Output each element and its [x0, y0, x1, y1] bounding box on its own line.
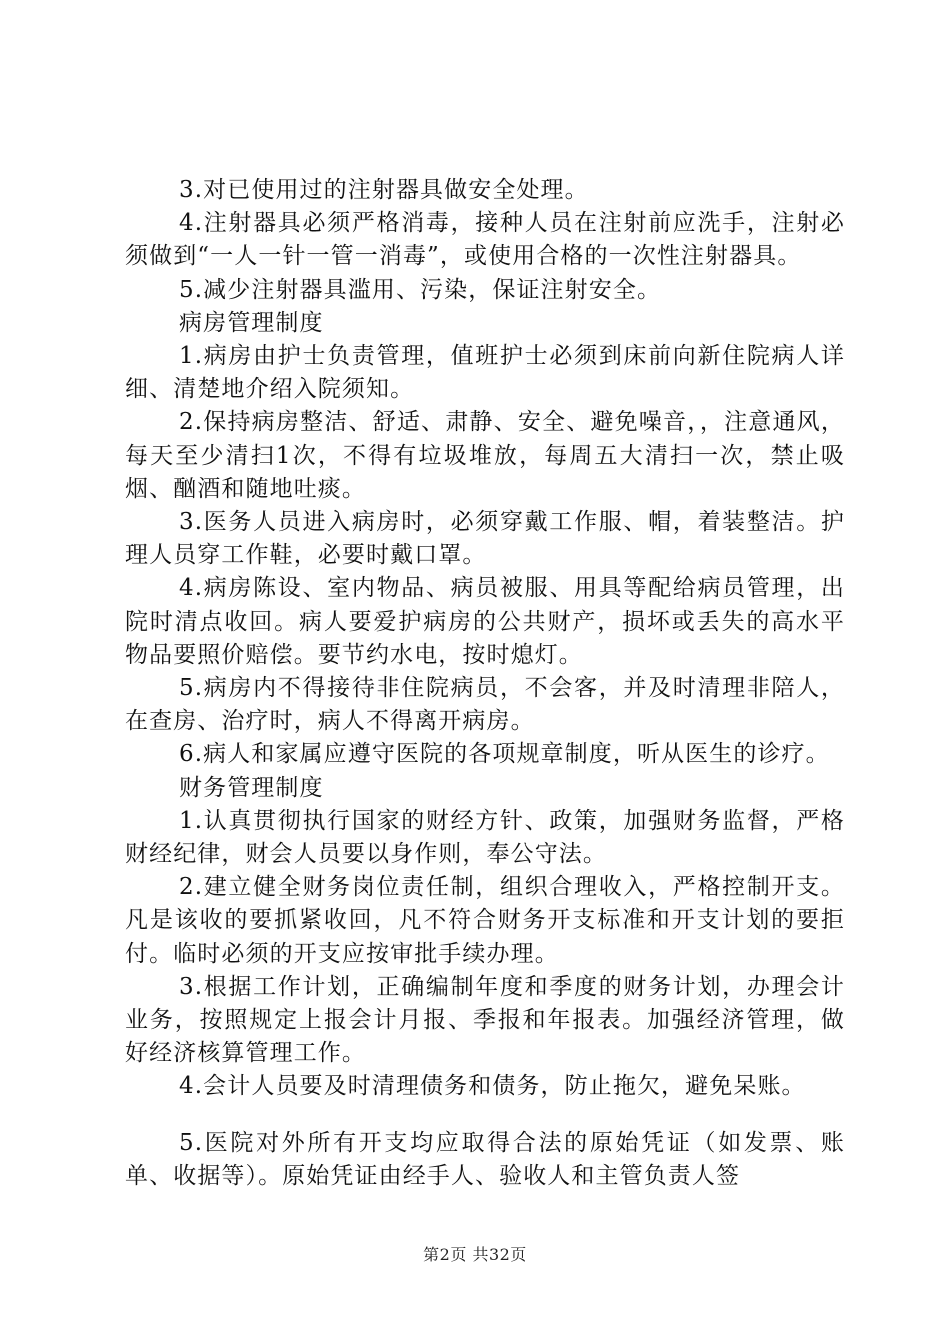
section-heading-finance-management: 财务管理制度 — [179, 774, 324, 801]
paragraph-item-finance-1: 1.认真贯彻执行国家的财经方针、政策，加强财务监督，严格财经纪律，财会人员要以身作则，奉公守法。 — [125, 807, 845, 868]
paragraph-item-ward-5: 5.病房内不得接待非住院病员，不会客，并及时清理非陪人，在查房、治疗时，病人不得离开病房。 — [125, 675, 845, 735]
paragraph-item-finance-5: 5.医院对外所有开支均应取得合法的原始凭证（如发票、账单、收据等）。原始凭证由经手人、验收人和主管负责人签 — [125, 1129, 845, 1189]
section-heading-ward-management: 病房管理制度 — [179, 309, 324, 336]
paragraph-item-finance-4: 4.会计人员要及时清理债务和债务，防止拖欠，避免呆账。 — [179, 1073, 806, 1100]
paragraph-item-ward-1: 1.病房由护士负责管理，值班护士必须到床前向新住院病人详细、清楚地介绍入院须知。 — [125, 343, 845, 403]
paragraph-item-finance-3: 3.根据工作计划，正确编制年度和季度的财务计划，办理会计业务，按照规定上报会计月报、季报和年报表。加强经济管理，做好经济核算管理工作。 — [125, 973, 845, 1067]
page-number-footer: 第2页 共32页 — [423, 1245, 527, 1264]
document-body — [125, 174, 845, 1193]
paragraph-item-3: 3.对已使用过的注射器具做安全处理。 — [179, 177, 589, 203]
paragraph-item-5: 5.减少注射器具滥用、污染，保证注射安全。 — [179, 276, 662, 303]
paragraph-item-4: 4.注射器具必须严格消毒，接种人员在注射前应洗手，注射必须做到“一人一针一管一消毒”，或使用合格的一次性注射器具。 — [125, 210, 845, 270]
paragraph-item-ward-6: 6.病人和家属应遵守医院的各项规章制度，听从医生的诊疗。 — [179, 741, 830, 768]
paragraph-item-finance-2: 2.建立健全财务岗位责任制，组织合理收入，严格控制开支。凡是该收的要抓紧收回，凡不符合财务开支标准和开支计划的要拒付。临时必须的开支应按审批手续办理。 — [125, 874, 845, 967]
paragraph-spacer — [125, 1104, 845, 1127]
paragraph-item-ward-4: 4.病房陈设、室内物品、病员被服、用具等配给病员管理，出院时清点收回。病人要爱护病房的公共财产，损坏或丢失的高水平物品要照价赔偿。要节约水电，按时熄灯。 — [125, 575, 845, 668]
paragraph-item-ward-3: 3.医务人员进入病房时，必须穿戴工作服、帽，着装整洁。护理人员穿工作鞋，必要时戴口罩。 — [125, 509, 845, 569]
paragraph-item-ward-2: 2.保持病房整洁、舒适、肃静、安全、避免噪音，，注意通风，每天至少清扫1次，不得有垃圾堆放，每周五大清扫一次，禁止吸烟、酗酒和随地吐痰。 — [125, 409, 845, 502]
